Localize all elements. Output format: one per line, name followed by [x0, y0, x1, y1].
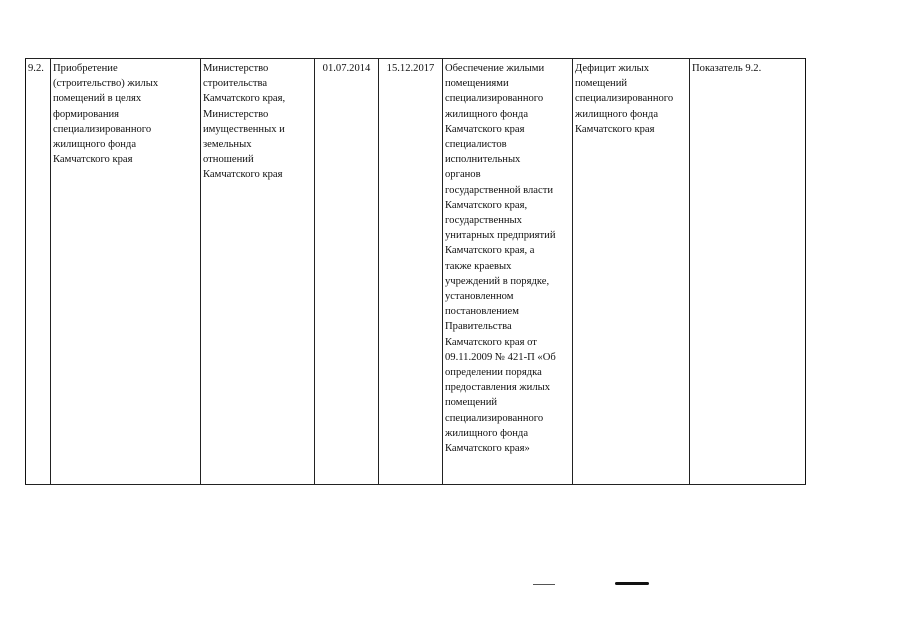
end-date-cell [379, 59, 443, 485]
start-date: 01.07.2014 [322, 63, 371, 74]
start-date-cell [315, 59, 379, 485]
measure-name-cell [51, 59, 201, 485]
program-measures-table [25, 58, 806, 485]
scan-mark [533, 584, 555, 585]
row-number: 9.2. [28, 63, 44, 74]
related-indicator: Показатель 9.2. [692, 63, 762, 74]
non-implementation-consequences: Дефицит жилых помещений специализированного жилищного фонда Камчатского края [575, 63, 674, 135]
indicator-cell [690, 59, 806, 485]
end-date: 15.12.2017 [386, 63, 435, 74]
measure-name: Приобретение (строительство) жилых помещений в целях формирования специализированного жилищного фонда Камчатского края [53, 63, 159, 166]
consequences-cell [573, 59, 690, 485]
scan-mark [615, 582, 649, 585]
row-number-cell [26, 59, 51, 485]
executor-cell [201, 59, 315, 485]
table-row [26, 59, 806, 485]
expected-result: Обеспечение жилыми помещениями специализированного жилищного фонда Камчатского края специалистов исполнительных органов государственной власти Камчатского края, государственных унитарных предприятий Камчатского края, а также краевых учреждений в порядке, установленном постановлением Правительства Камчатского края от 09.11.2009 № 421-П «Об определении порядка предоставления жилых помещений специализированного жилищного фонда Камчатского края» [445, 63, 556, 455]
expected-result-cell [443, 59, 573, 485]
responsible-executor: Министерство строительства Камчатского края, Министерство имущественных и земельных отношений Камчатского края [203, 63, 286, 181]
